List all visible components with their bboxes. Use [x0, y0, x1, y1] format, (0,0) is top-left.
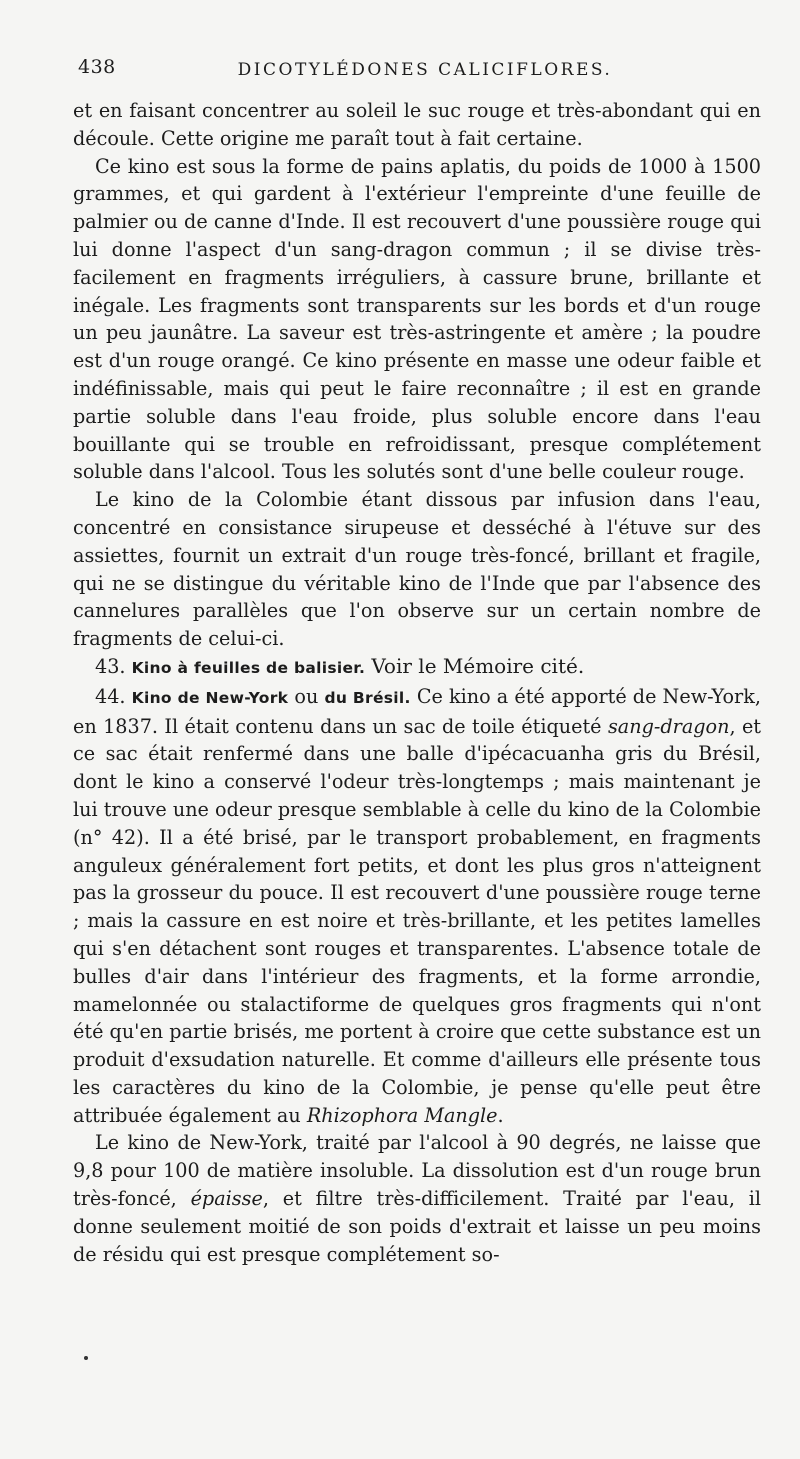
paragraph-new-york-analysis: [73, 1129, 761, 1268]
page-header: [78, 56, 762, 86]
p5-italic: épaisse: [190, 1187, 263, 1211]
entry-43-title: Kino à feuilles de balisier.: [131, 658, 366, 677]
paragraph-kino-colombie: Le kino de la Colombie étant dissous par infusion dans l'eau, concentré en consistance sirupeuse et desséché à l'étuve sur des assiettes, fournit un extrait d'un rouge très-foncé, brillant et fragile, qui ne se distingue du véritable kino de l'Inde que par l'absence des cannelures parallèles que l'on observe sur un certain nombre de fragments de celui-ci.: [73, 488, 761, 651]
paragraph-continuation: et en faisant concentrer au soleil le suc rouge et très-abondant qui en découle. Cette origine me paraît tout à fait certaine.: [73, 99, 761, 150]
entry-44: [73, 683, 761, 1130]
entry-44-italic-species: Rhizophora Mangle: [306, 1103, 498, 1127]
entry-44-number: 44.: [95, 684, 126, 708]
entry-44-italic-sang-dragon: sang-dragon: [607, 714, 730, 738]
entry-44-text-2: , et ce sac était renfermé dans une balle d'ipécacuanha gris du Brésil, dont le kino a conservé l'odeur très-longtemps ; mais maintenant je lui trouve une odeur presque semblable à celle du kino de la Colombie (n° 42). Il a été brisé, par le transport probablement, en fragments anguleux généralement fort petits, et dont les plus gros n'atteignent pas la grosseur du pouce. Il est recouvert d'une poussière rouge terne ; mais la cassure en est noire et très-brillante, et les petites lamelles qui s'en détachent sont rouges et transparentes. L'absence totale de bulles d'air dans l'intérieur des fragments, et la forme arrondie, mamelonnée ou stalactiforme de quelques gros fragments qui n'ont été qu'en partie brisés, me portent à croire que cette substance est un produit d'exsudation naturelle. Et comme d'ailleurs elle présente tous les caractères du kino de la Colombie, je pense qu'elle peut être attribuée également au: [73, 714, 762, 1127]
p5-text-a: Le kino de New-York, traité par l'alcool à 90 degrés, ne laisse que 9,8 pour 100 de matière insoluble. La dissolution est d'un rouge brun très-foncé,: [73, 1131, 761, 1211]
entry-43: [73, 653, 761, 683]
entry-44-title-b: du Brésil.: [324, 688, 411, 707]
entry-43-number: 43.: [95, 654, 126, 678]
page-number: 438: [78, 56, 116, 78]
entry-44-text-3: .: [497, 1103, 504, 1127]
page-speck: [84, 1356, 88, 1360]
entry-44-title-a: Kino de New-York: [131, 688, 289, 707]
running-head: DICOTYLÉDONES CALICIFLORES.: [237, 60, 613, 80]
entry-44-connector: ou: [294, 684, 319, 708]
entry-44-text-1: Ce kino a été apporté de New-York, en 1837. Il était contenu dans un sac de toile étiqueté: [73, 684, 761, 738]
page-body: [73, 97, 761, 1268]
paragraph-kino-description: Ce kino est sous la forme de pains aplatis, du poids de 1000 à 1500 grammes, et qui gardent à l'extérieur l'empreinte d'une feuille de palmier ou de canne d'Inde. Il est recouvert d'une poussière rouge qui lui donne l'aspect d'un sang-dragon commun ; il se divise très-facilement en fragments irréguliers, à cassure brune, brillante et inégale. Les fragments sont transparents sur les bords et d'un rouge un peu jaunâtre. La saveur est très-astringente et amère ; la poudre est d'un rouge orangé. Ce kino présente en masse une odeur faible et indéfinissable, mais qui peut le faire reconnaître ; il est en grande partie soluble dans l'eau froide, plus soluble encore dans l'eau bouillante qui se trouble en refroidissant, presque complétement soluble dans l'alcool. Tous les solutés sont d'une belle couleur rouge.: [73, 154, 761, 484]
entry-43-text: Voir le Mémoire cité.: [371, 653, 585, 678]
p5-text-b: , et filtre très-difficilement. Traité par l'eau, il donne seulement moitié de son poids d'extrait et laisse un peu moins de résidu qui est presque complétement so-: [73, 1187, 761, 1266]
